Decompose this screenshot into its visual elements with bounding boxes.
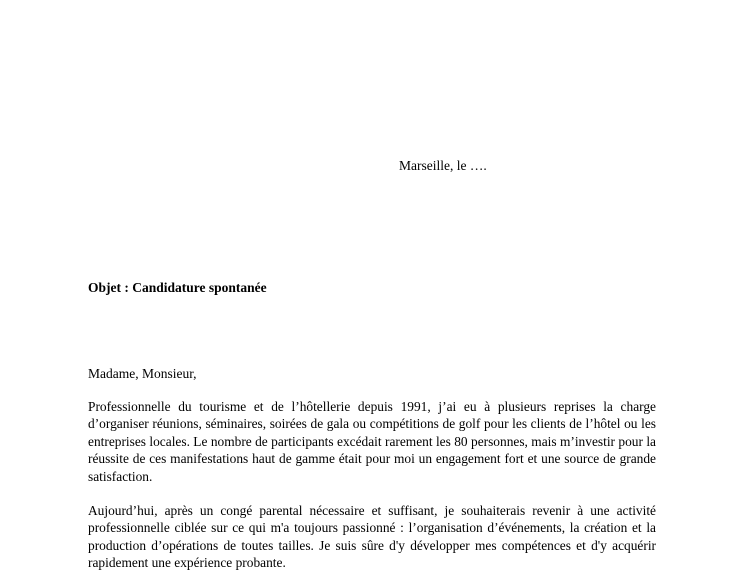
subject-line: Objet : Candidature spontanée: [88, 280, 267, 295]
salutation: Madame, Monsieur,: [88, 366, 197, 381]
date-line: Marseille, le ….: [399, 158, 487, 173]
body-paragraph-1: Professionnelle du tourisme et de l’hôtellerie depuis 1991, j’ai eu à plusieurs reprises la charge d’organiser réunions, séminaires, soirées de gala ou compétitions de golf pour les clients de l’hôtel ou les entreprises locales. Le nombre de participants excédait rarement les 80 personnes, mais m’investir pour la réussite de ces manifestations haut de gamme était pour moi un engagement fort et une source de grande satisfaction.: [88, 399, 656, 484]
body-paragraph-2: Aujourd’hui, après un congé parental nécessaire et suffisant, je souhaiterais revenir à une activité professionnelle ciblée sur ce qui m'a toujours passionné : l’organisation d’événements, la création et la production d’opérations de toutes tailles. Je suis sûre d'y développer mes compétences et d'y acquérir rapidement une expérience probante.: [88, 503, 656, 571]
